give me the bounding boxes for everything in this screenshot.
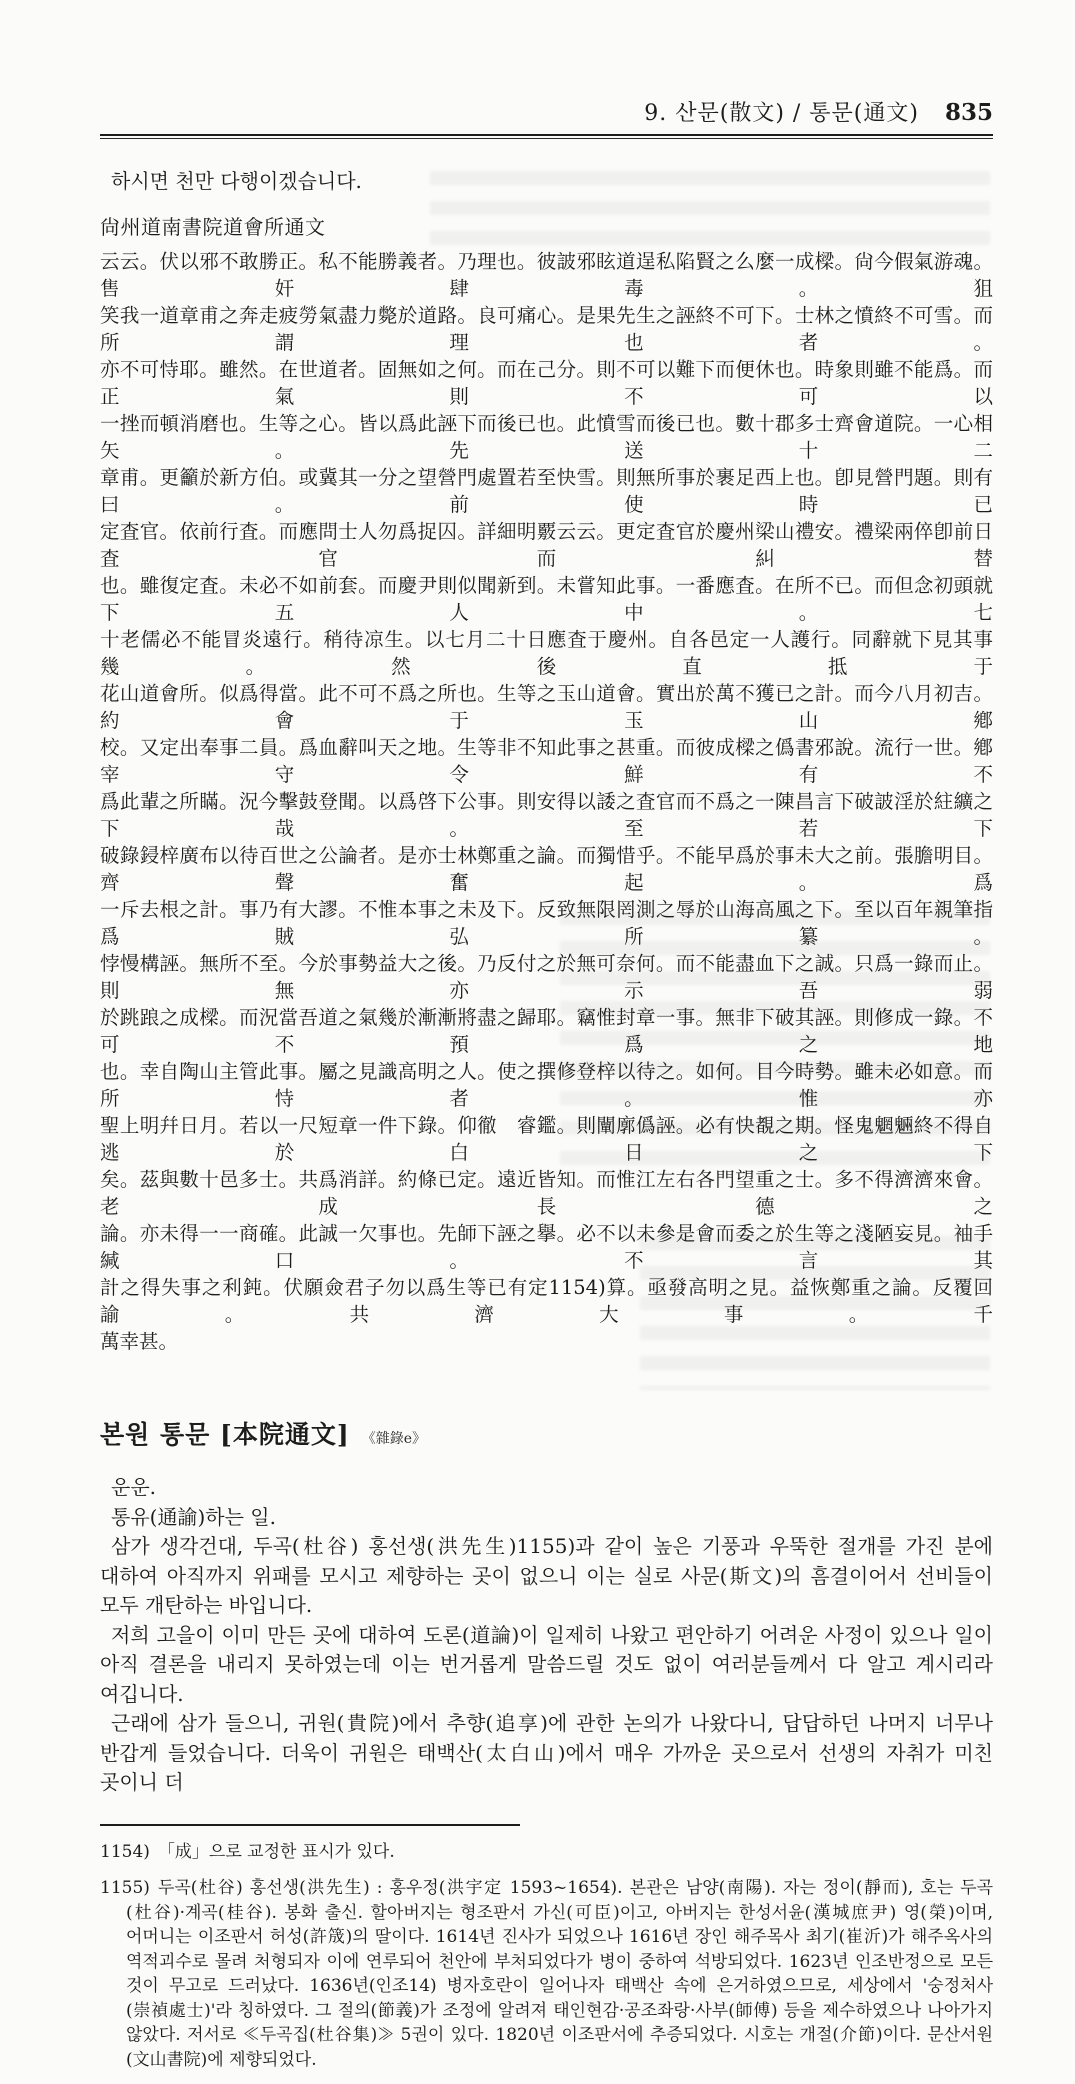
hanmun-line: 云云。伏以邪不敢勝正。私不能勝義者。乃理也。彼詖邪眩道逞私陷賢之么麼一成樑。尙今假氣游魂。售奸肆毒。狙 [100,250,993,300]
header-rule [100,134,993,139]
hanmun-line: 校。又定出奉事二員。爲血辭叫天之地。生等非不知此事之甚重。而彼成樑之僞書邪說。流行一世。鄕宰守令鮮有不 [100,736,993,786]
footnote-number: 1155) [100,1878,150,1898]
source-note: 《雜錄e》 [361,1431,426,1447]
footnote-text: 「成」으로 교정한 표시가 있다. [157,1841,395,1862]
hanmun-line: 計之得失事之利鈍。伏願僉君子勿以爲生等已有定1154)算。亟發高明之見。益恢鄭重之論。反覆回諭。共濟大事。千 [100,1276,993,1326]
footnote-rule [100,1824,520,1826]
korean-paragraph: 저희 고을이 이미 만든 곳에 대하여 도론(道論)이 일제히 나왔고 편안하기 어려운 사정이 있으나 일이 아직 결론을 내리지 못하였는데 이는 번거롭게 말씀드릴 것도 없이 여러분들께서 다 알고 계시리라 여깁니다. [100,1622,993,1706]
korean-paragraph: 통유(通諭)하는 일. [111,1504,276,1529]
section-heading [100,1415,993,1451]
book-page [100,96,993,2084]
hanmun-line: 矣。茲與數十邑多士。共爲消詳。約條已定。遠近皆知。而惟江左右各門望重之士。多不得濟濟來會。老成長德之 [100,1168,993,1218]
section-title [100,1415,350,1451]
korean-paragraph: 삼가 생각건대, 두곡(杜谷) 홍선생(洪先生)1155)과 같이 높은 기풍과 우뚝한 절개를 가진 분에 대하여 아직까지 위패를 모시고 제향하는 곳이 없으니 이는 실로 사문(斯文)의 흠결이어서 선비들이 모두 개탄하는 바입니다. [100,1534,993,1617]
hanmun-line: 爲此輩之所瞞。況今擊鼓登聞。以爲啓下公事。則安得以諉之査官而不爲之一陳昌言下破詖淫於紸纊之下哉。至若下 [100,790,993,840]
hanmun-block [100,248,993,1355]
footnote-list [100,1840,993,2073]
korean-paragraph: 운운. [111,1475,156,1499]
hanmun-line: 萬幸甚。 [100,1330,179,1353]
hanmun-line: 也。雖復定査。未必不如前套。而慶尹則似聞新到。未嘗知此事。一番應査。在所不已。而但念初頭就下五人中。七 [100,574,993,624]
footnote [100,1840,993,1865]
hanmun-line: 論。亦未得一一商確。此誠一欠事也。先師下誣之擧。必不以未參是會而委之於生等之淺陋妄見。袖手緘口。不言其 [100,1222,993,1272]
korean-paragraph: 근래에 삼가 들으니, 귀원(貴院)에서 추향(追享)에 관한 논의가 나왔다니, 답답하던 나머지 너무나 반갑게 들었습니다. 더욱이 귀원은 태백산(太白山)에서 매우 가까운 곳으로서 선생의 자취가 미친 곳이니 더 [100,1711,993,1794]
hanmun-line: 章甫。更籲於新方伯。或冀其一分之望營門處置若至快雪。則無所事於裹足西上也。卽見營門題。則有曰。前使時已 [100,466,993,516]
hanmun-line: 笑我一道章甫之奔走疲勞氣盡力斃於道路。良可痛心。是果先生之誣終不可下。士林之憤終不可雪。而所謂理也者。 [100,304,993,354]
korean-paragraphs [100,1473,993,1798]
section-title-korean: 본원 통문 [100,1420,211,1449]
hanmun-line: 一斥去根之計。事乃有大謬。不惟本事之未及下。反致無限罔測之辱於山海高風之下。至以百年親筆指爲賊弘所纂。 [100,898,993,948]
hanmun-line: 花山道會所。似爲得當。此不可不爲之所也。生等之玉山道會。實出於萬不獲已之計。而今八月初吉。約會于玉山鄕 [100,682,993,732]
hanmun-line: 破錄鋟梓廣布以待百世之公論者。是亦士林鄭重之論。而獨惜乎。不能早爲於事未大之前。張膽明目。齊聲奮起。爲 [100,844,993,894]
hanmun-line: 十老儒必不能冒炎遠行。稍待凉生。以七月二十日應査于慶州。自各邑定一人護行。同辭就下見其事幾。然後直抵于 [100,628,993,678]
hanmun-document-title: 尙州道南書院道會所通文 [100,215,326,239]
chapter-title: 9. 산문(散文) / 통문(通文) [644,101,919,126]
hanmun-line: 定査官。依前行査。而應問士人勿爲捉囚。詳細明覈云云。更定査官於慶州梁山禮安。禮梁兩倅卽前日査官而糾替 [100,520,993,570]
page-header [100,96,993,134]
footnote [100,1876,993,2072]
footnote-number: 1154) [100,1841,150,1862]
section-title-hanja: [本院通文] [220,1420,350,1449]
footnote-text: 두곡(杜谷) 홍선생(洪先生) : 홍우정(洪宇定 1593~1654). 본관은 남양(南陽). 자는 정이(靜而), 호는 두곡(杜谷)·계곡(桂谷). 봉화 출신. 할아버지는 형조판서 가신(可臣)이고, 아버지는 한성서윤(漢城庶尹) 영(榮)이며, 어머니는 이조판서 허성(許筬)의 딸이다. 1614년 진사가 되었으나 1616년 장인 해주목사 최기(崔沂)가 해주옥사의 역적괴수로 몰려 처형되자 이에 연루되어 천안에 부처되었다가 병이 중하여 석방되었다. 1623년 인조반정으로 모든 것이 무고로 드러났다. 1636년(인조14) 병자호란이 일어나자 태백산 속에 은거하였으므로, 세상에서 '숭정처사(崇禎處士)'라 칭하였다. 그 절의(節義)가 조정에 알려져 태인현감·공조좌랑·사부(師傅) 등을 제수하였으나 나아가지 않았다. 저서로 ≪두곡집(杜谷集)≫ 5권이 있다. 1820년 이조판서에 추증되었다. 시호는 개절(介節)이다. 문산서원(文山書院)에 제향되었다. [126,1878,993,2070]
page-number: 835 [944,99,993,126]
hanmun-line: 亦不可恃耶。雖然。在世道者。固無如之何。而在己分。則不可以難下而便休也。時象則雖不能爲。而正氣則不可以 [100,358,993,408]
carryover-sentence: 하시면 천만 다행이겠습니다. [111,169,362,193]
hanmun-line: 於跳踉之成樑。而況當吾道之氣幾於漸漸將盡之歸耶。竊惟封章一事。無非下破其誣。則修成一錄。不可不預爲之地 [100,1006,993,1056]
hanmun-line: 一挫而頓消磨也。生等之心。皆以爲此誣下而後已也。此憤雪而後已也。數十郡多士齊會道院。一心相矢。先送十二 [100,412,993,462]
hanmun-line: 聖上明幷日月。若以一尺短章一件下錄。仰徹 睿鑑。則闡廓僞誣。必有快覩之期。怪鬼魍魎終不得自逃於白日之下 [100,1114,993,1164]
hanmun-line: 也。幸自陶山主管此事。屬之見識高明之人。使之撰修登梓以待之。如何。目今時勢。雖未必如意。而所恃者。惟亦 [100,1060,993,1110]
hanmun-line: 悖慢構誣。無所不至。今於事勢益大之後。乃反付之於無可奈何。而不能盡血下之誠。只爲一錄而止。則無亦示吾弱 [100,952,993,1002]
